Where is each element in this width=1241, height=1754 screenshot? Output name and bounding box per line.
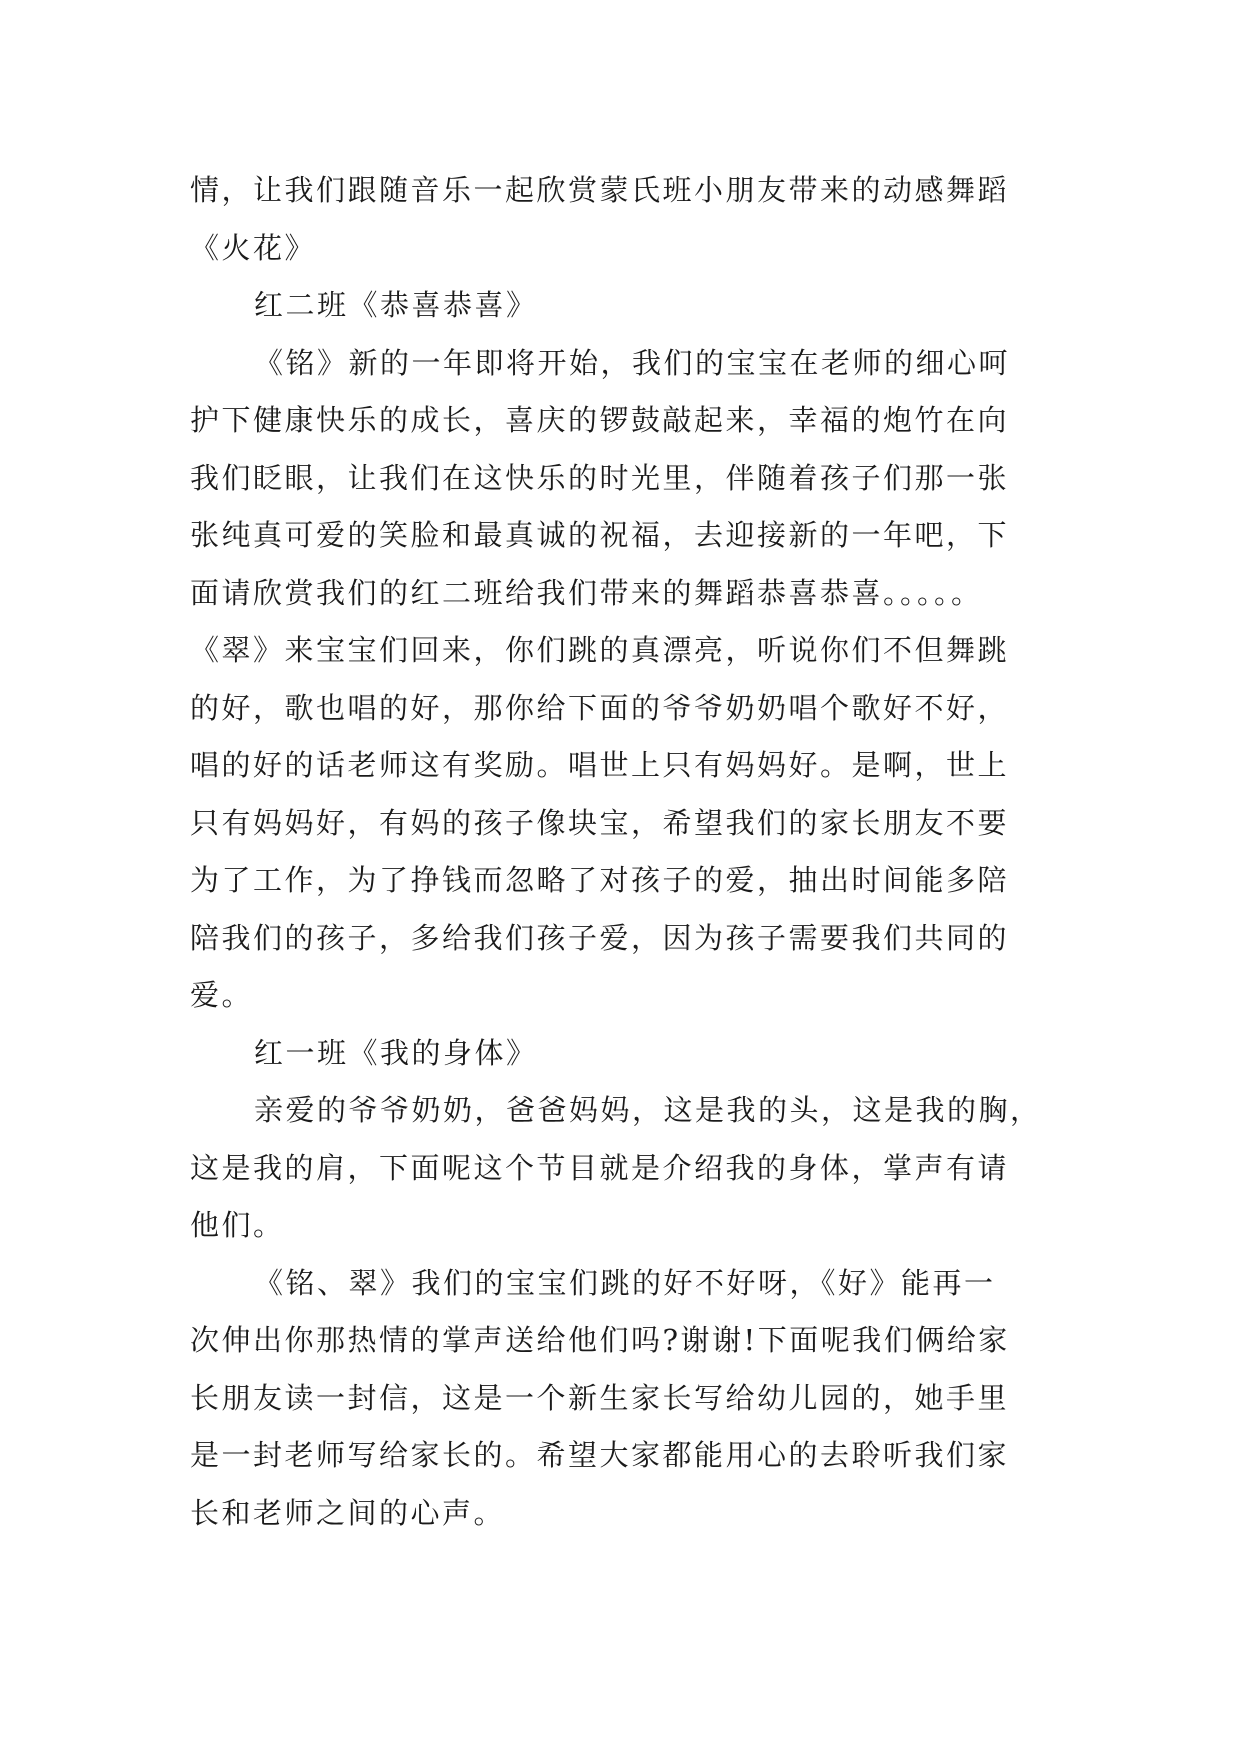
text-line: 长朋友读一封信，这是一个新生家长写给幼儿园的，她手里 [190, 1380, 1010, 1415]
text-line: 护下健康快乐的成长，喜庆的锣鼓敲起来，幸福的炮竹在向 [190, 403, 1010, 437]
document-body [190, 162, 1070, 1542]
text-line: 我们眨眼，让我们在这快乐的时光里，伴随着孩子们那一张 [190, 460, 1010, 495]
text-line: 陪我们的孩子，多给我们孩子爱，因为孩子需要我们共同的 [190, 920, 1010, 955]
text-line: 的好，歌也唱的好，那你给下面的爷爷奶奶唱个歌好不好， [190, 690, 1010, 725]
text-line: 情，让我们跟随音乐一起欣赏蒙氏班小朋友带来的动感舞蹈 [190, 173, 1010, 207]
text-line: 他们。 [190, 1208, 285, 1242]
text-line: 《铭、翠》我们的宝宝们跳的好不好呀，《好》能再一 [254, 1265, 996, 1300]
section-heading-red-two: 红二班《恭喜恭喜》 [254, 288, 538, 322]
text-line: 只有妈妈好，有妈的孩子像块宝，希望我们的家长朋友不要 [190, 805, 1010, 840]
text-line: 《铭》新的一年即将开始，我们的宝宝在老师的细心呵 [254, 345, 1011, 380]
text-line: 长和老师之间的心声。 [190, 1495, 506, 1530]
text-line: 张纯真可爱的笑脸和最真诚的祝福，去迎接新的一年吧，下 [190, 518, 1010, 552]
text-line: 亲爱的爷爷奶奶，爸爸妈妈，这是我的头，这是我的胸， [254, 1093, 1042, 1127]
text-line: 这是我的肩，下面呢这个节目就是介绍我的身体，掌声有请 [190, 1150, 1010, 1185]
text-line: 面请欣赏我们的红二班给我们带来的舞蹈恭喜恭喜。。。。。 [190, 575, 983, 610]
text-line: 是一封老师写给家长的。希望大家都能用心的去聆听我们家 [190, 1438, 1010, 1472]
text-line: 为了工作，为了挣钱而忽略了对孩子的爱，抽出时间能多陪 [190, 863, 1010, 897]
text-line: 《火花》 [190, 230, 317, 265]
text-line: 次伸出你那热情的掌声送给他们吗?谢谢!下面呢我们俩给家 [190, 1323, 1010, 1357]
text-line: 《翠》来宝宝们回来，你们跳的真漂亮，听说你们不但舞跳 [190, 633, 1010, 667]
text-line: 爱。 [190, 978, 254, 1012]
text-line: 唱的好的话老师这有奖励。唱世上只有妈妈好。是啊，世上 [190, 748, 1010, 782]
section-heading-red-one: 红一班《我的身体》 [254, 1035, 538, 1070]
